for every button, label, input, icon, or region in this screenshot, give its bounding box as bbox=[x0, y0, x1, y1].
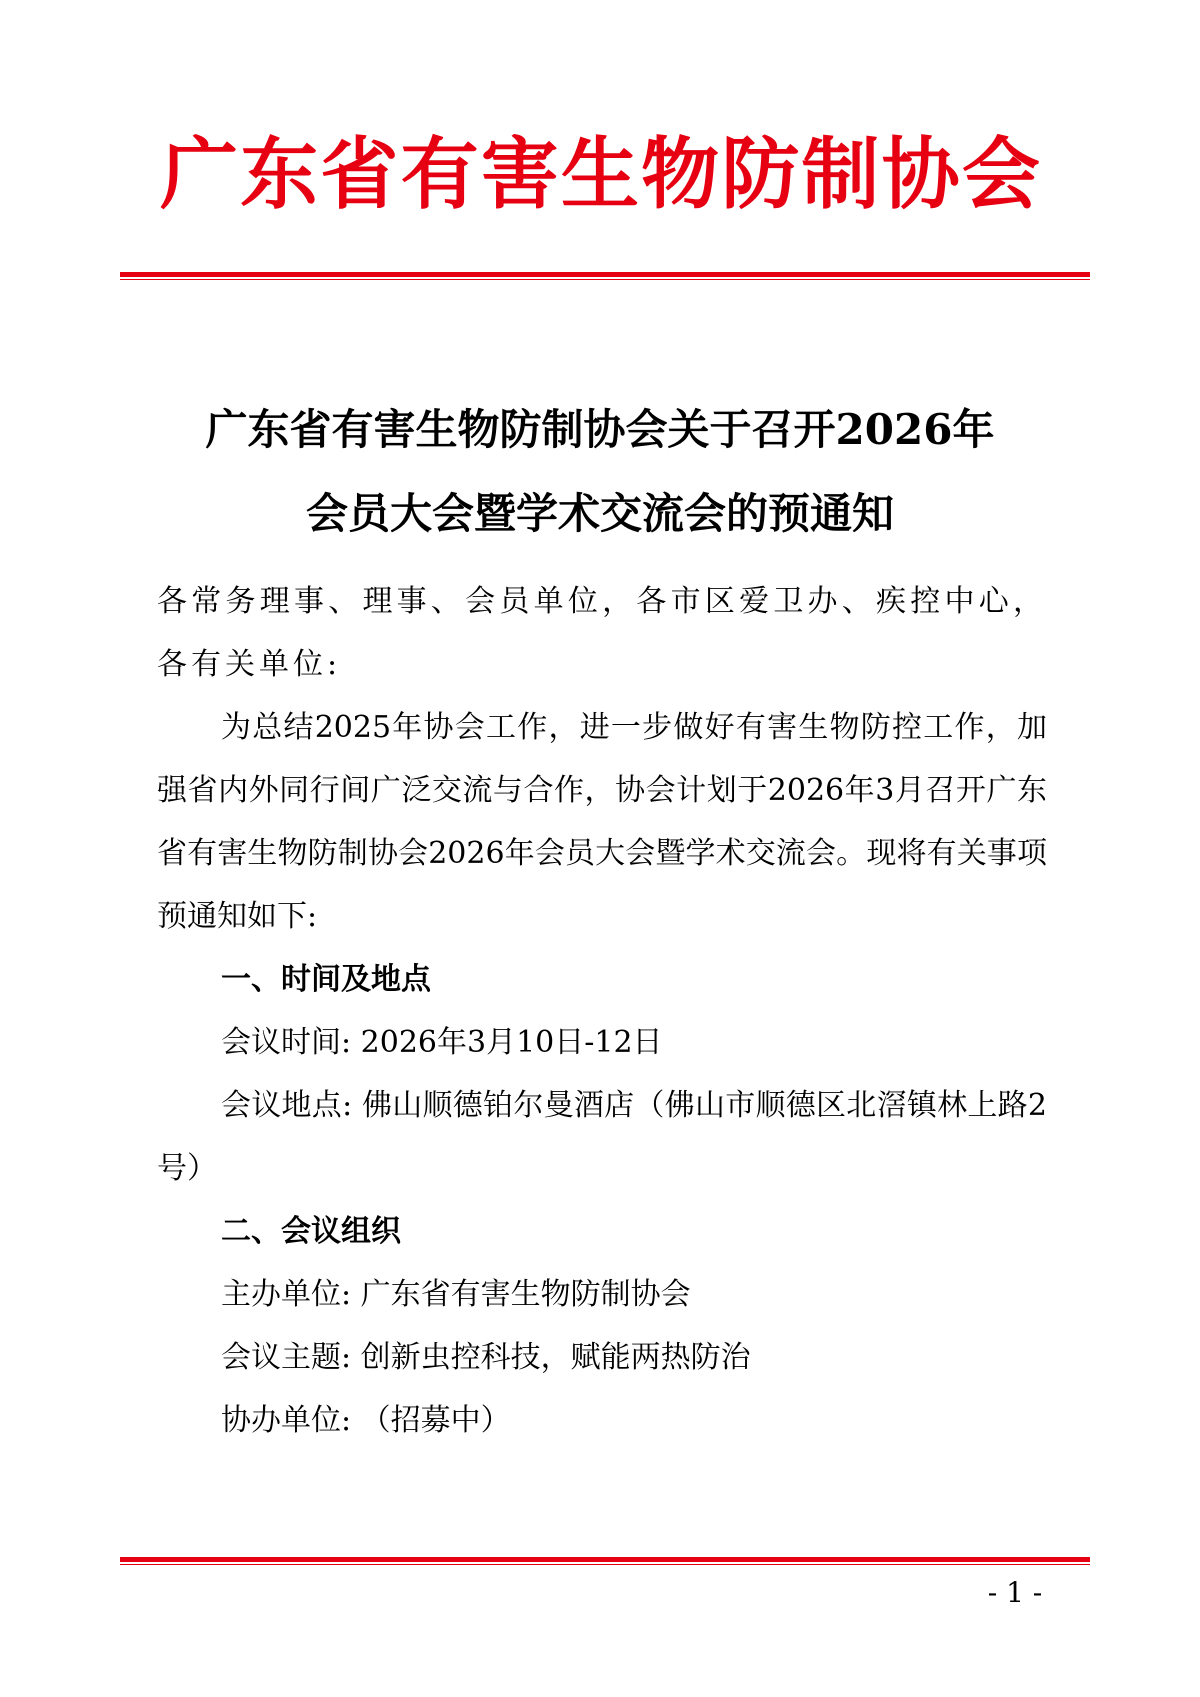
letterhead-char: 制 bbox=[801, 129, 880, 220]
title-line-2: 会员大会暨学术交流会的预通知 bbox=[305, 489, 894, 538]
letterhead-char: 省 bbox=[320, 129, 399, 220]
org-letterhead bbox=[160, 120, 1040, 230]
letterhead-char: 有 bbox=[400, 129, 479, 220]
letterhead-char: 害 bbox=[480, 129, 559, 220]
intro-paragraph: 为总结2025年协会工作，进一步做好有害生物防控工作，加强省内外同行间广泛交流与合作，协会计划于2026年3月召开广东省有害生物防制协会2026年会员大会暨学术交流会。现将有关事项预通知如下: bbox=[157, 710, 1047, 934]
co-host-organization: 协办单位: （招募中） bbox=[221, 1403, 511, 1438]
footer-divider bbox=[120, 1557, 1090, 1565]
letterhead-char: 生 bbox=[560, 129, 639, 220]
section-1-heading: 一、时间及地点 bbox=[221, 962, 431, 997]
host-organization: 主办单位: 广东省有害生物防制协会 bbox=[221, 1277, 691, 1312]
meeting-time: 会议时间: 2026年3月10日-12日 bbox=[221, 1025, 663, 1060]
letterhead-char: 物 bbox=[641, 129, 720, 220]
page-number: - 1 - bbox=[987, 1576, 1043, 1609]
letterhead-char: 会 bbox=[961, 129, 1040, 220]
letterhead-char: 东 bbox=[240, 129, 319, 220]
title-line-1: 广东省有害生物防制协会关于召开2026年 bbox=[205, 405, 995, 454]
salutation: 各常务理事、理事、会员单位，各市区爱卫办、疾控中心，各有关单位: bbox=[157, 584, 1047, 682]
document-title bbox=[120, 388, 1080, 556]
header-divider bbox=[120, 272, 1090, 280]
meeting-location: 会议地点: 佛山顺德铂尔曼酒店（佛山市顺德区北滘镇林上路2号） bbox=[157, 1088, 1047, 1186]
meeting-theme: 会议主题: 创新虫控科技，赋能两热防治 bbox=[221, 1340, 751, 1375]
document-body bbox=[157, 570, 1047, 1452]
letterhead-char: 防 bbox=[721, 129, 800, 220]
letterhead-char: 广 bbox=[160, 129, 239, 220]
letterhead-char: 协 bbox=[881, 129, 960, 220]
section-2-heading: 二、会议组织 bbox=[221, 1214, 401, 1249]
